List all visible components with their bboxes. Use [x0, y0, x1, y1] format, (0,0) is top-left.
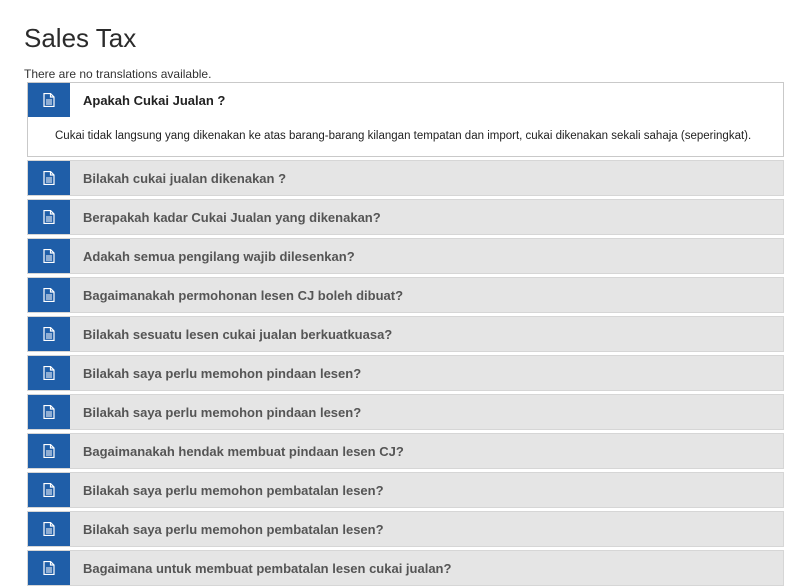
faq-list	[27, 82, 784, 586]
faq-item[interactable]	[27, 355, 784, 391]
document-icon	[28, 512, 70, 546]
document-icon	[28, 356, 70, 390]
faq-question: Bagaimanakah permohonan lesen CJ boleh dibuat?	[83, 287, 404, 303]
faq-item[interactable]	[27, 199, 784, 235]
faq-item[interactable]	[27, 511, 784, 547]
faq-question: Adakah semua pengilang wajib dilesenkan?	[83, 248, 355, 264]
faq-question: Bagaimanakah hendak membuat pindaan lesen CJ?	[83, 443, 404, 459]
faq-question: Bilakah cukai jualan dikenakan ?	[83, 170, 287, 186]
faq-question: Apakah Cukai Jualan ?	[83, 92, 226, 108]
document-icon	[28, 395, 70, 429]
faq-item[interactable]	[27, 238, 784, 274]
document-icon	[28, 200, 70, 234]
faq-question: Bilakah saya perlu memohon pindaan lesen?	[83, 365, 362, 381]
faq-question: Bilakah saya perlu memohon pindaan lesen?	[83, 404, 362, 420]
document-icon	[28, 83, 70, 117]
faq-question: Bilakah saya perlu memohon pembatalan lesen?	[83, 521, 384, 537]
document-icon	[28, 278, 70, 312]
faq-item-header[interactable]	[28, 83, 783, 117]
document-icon	[28, 317, 70, 351]
page-title: Sales Tax	[24, 23, 137, 53]
document-icon	[28, 434, 70, 468]
faq-question: Bilakah saya perlu memohon pembatalan lesen?	[83, 482, 384, 498]
faq-item[interactable]	[27, 433, 784, 469]
faq-item[interactable]	[27, 394, 784, 430]
faq-question: Bilakah sesuatu lesen cukai jualan berkuatkuasa?	[83, 326, 393, 342]
faq-item[interactable]	[27, 277, 784, 313]
translations-note: There are no translations available.	[24, 67, 212, 81]
document-icon	[28, 161, 70, 195]
faq-item[interactable]	[27, 472, 784, 508]
faq-question: Berapakah kadar Cukai Jualan yang dikenakan?	[83, 209, 381, 225]
document-icon	[28, 473, 70, 507]
faq-answer: Cukai tidak langsung yang dikenakan ke atas barang-barang kilangan tempatan dan import, cukai dikenakan sekali sahaja (seperingkat).	[55, 130, 752, 142]
faq-item[interactable]	[27, 550, 784, 586]
faq-item[interactable]	[27, 160, 784, 196]
document-icon	[28, 239, 70, 273]
faq-question: Bagaimana untuk membuat pembatalan lesen cukai jualan?	[83, 560, 452, 576]
faq-item-open[interactable]	[27, 82, 784, 157]
faq-item[interactable]	[27, 316, 784, 352]
